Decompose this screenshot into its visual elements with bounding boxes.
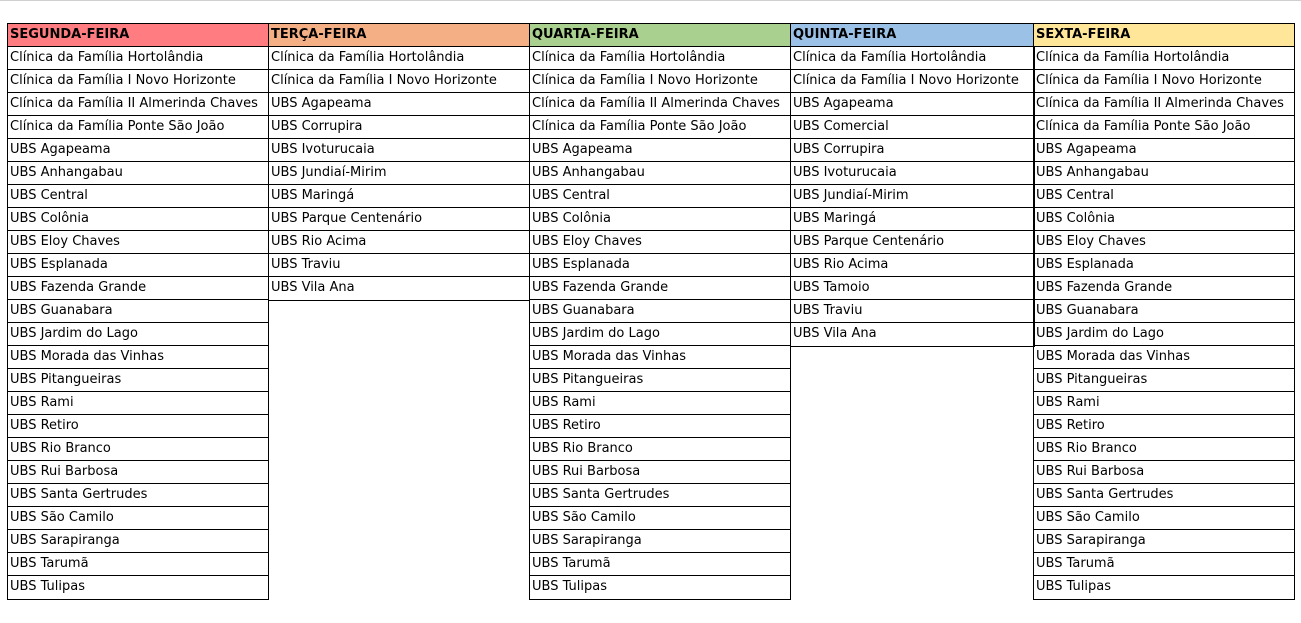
cell-text: UBS Jardim do Lago xyxy=(532,326,660,341)
column-segunda-feira xyxy=(7,23,269,600)
cell-text: UBS Jardim do Lago xyxy=(1036,326,1164,341)
cell-text: UBS Corrupira xyxy=(793,142,885,157)
cell-text: Clínica da Família I Novo Horizonte xyxy=(532,73,758,88)
cell-text: UBS Fazenda Grande xyxy=(532,280,669,295)
table-cell[interactable] xyxy=(1034,346,1294,369)
header-quarta-feira[interactable]: QUARTA-FEIRA xyxy=(530,24,790,47)
cell-text: Clínica da Família Hortolândia xyxy=(793,50,987,65)
table-cell[interactable] xyxy=(8,116,268,139)
cell-text: UBS Tamoio xyxy=(793,280,870,295)
cell-text: UBS Esplanada xyxy=(532,257,630,272)
cell-text: UBS Anhangabau xyxy=(532,165,645,180)
cell-text: UBS Retiro xyxy=(10,418,79,433)
cell-text: UBS Vila Ana xyxy=(793,326,877,341)
cell-text: UBS Rami xyxy=(10,395,74,410)
table-cell[interactable] xyxy=(8,300,268,323)
table-cell[interactable] xyxy=(8,185,268,208)
table-cell[interactable] xyxy=(530,553,790,576)
cell-text: UBS Anhangabau xyxy=(10,165,123,180)
header-sexta-feira[interactable]: SEXTA-FEIRA xyxy=(1034,24,1294,47)
table-cell[interactable] xyxy=(791,93,1034,116)
cell-text: UBS Central xyxy=(532,188,610,203)
table-cell[interactable] xyxy=(1034,93,1294,116)
table-cell[interactable] xyxy=(1034,438,1294,461)
table-cell[interactable] xyxy=(1034,116,1294,139)
table-cell[interactable] xyxy=(530,323,790,346)
table-cell[interactable] xyxy=(8,208,268,231)
cell-text: UBS Santa Gertrudes xyxy=(1036,487,1174,502)
table-cell[interactable] xyxy=(791,139,1034,162)
cell-text: UBS Morada das Vinhas xyxy=(1036,349,1190,364)
table-cell[interactable] xyxy=(530,93,790,116)
table-cell[interactable] xyxy=(1034,369,1294,392)
cell-text: UBS Jundiaí-Mirim xyxy=(793,188,909,203)
cell-text: UBS Fazenda Grande xyxy=(1036,280,1173,295)
table-cell[interactable] xyxy=(530,116,790,139)
cell-text: Clínica da Família II Almerinda Chaves xyxy=(10,96,258,111)
table-cell[interactable] xyxy=(530,392,790,415)
table-cell[interactable] xyxy=(1034,70,1294,93)
cell-text: UBS Corrupira xyxy=(271,119,363,134)
table-cell[interactable] xyxy=(530,415,790,438)
table-cell[interactable] xyxy=(1034,530,1294,553)
cell-text: UBS Colônia xyxy=(10,211,90,226)
cell-text: UBS Rio Branco xyxy=(1036,441,1137,456)
cell-text: Clínica da Família Hortolândia xyxy=(1036,50,1230,65)
table-cell[interactable] xyxy=(1034,139,1294,162)
cell-text: UBS Morada das Vinhas xyxy=(532,349,686,364)
cell-text: Clínica da Família I Novo Horizonte xyxy=(271,73,497,88)
cell-text: UBS Rami xyxy=(1036,395,1100,410)
table-cell[interactable] xyxy=(791,300,1034,323)
sheet-top-border xyxy=(0,0,1301,1)
cell-text: UBS Tarumã xyxy=(532,556,611,571)
table-cell[interactable] xyxy=(1034,185,1294,208)
table-cell[interactable] xyxy=(530,231,790,254)
cell-text: UBS Santa Gertrudes xyxy=(532,487,670,502)
table-cell[interactable] xyxy=(8,369,268,392)
table-cell[interactable] xyxy=(269,47,529,70)
cell-text: UBS Sarapiranga xyxy=(532,533,642,548)
cell-text: UBS Rui Barbosa xyxy=(1036,464,1145,479)
table-cell[interactable] xyxy=(8,346,268,369)
table-cell[interactable] xyxy=(530,162,790,185)
cell-text: UBS Fazenda Grande xyxy=(10,280,147,295)
table-cell[interactable] xyxy=(8,392,268,415)
cell-text: UBS Rio Acima xyxy=(793,257,889,272)
column-terca-feira xyxy=(268,23,530,301)
cell-text: UBS Colônia xyxy=(532,211,612,226)
cell-text: Clínica da Família II Almerinda Chaves xyxy=(532,96,780,111)
table-cell[interactable] xyxy=(1034,507,1294,530)
column-sexta-feira xyxy=(1033,23,1295,600)
table-cell[interactable] xyxy=(269,208,529,231)
cell-text: UBS São Camilo xyxy=(532,510,636,525)
table-cell[interactable] xyxy=(269,162,529,185)
cell-text: UBS Eloy Chaves xyxy=(1036,234,1146,249)
table-cell[interactable] xyxy=(791,323,1034,346)
cell-text: UBS Santa Gertrudes xyxy=(10,487,148,502)
cell-text: UBS Traviu xyxy=(793,303,863,318)
table-cell[interactable] xyxy=(530,507,790,530)
table-cell[interactable] xyxy=(530,369,790,392)
cell-text: UBS Central xyxy=(10,188,88,203)
cell-text: UBS Pitangueiras xyxy=(10,372,122,387)
table-cell[interactable] xyxy=(791,208,1034,231)
cell-text: UBS Ivoturucaia xyxy=(793,165,897,180)
cell-text: Clínica da Família Ponte São João xyxy=(10,119,225,134)
cell-text: UBS Central xyxy=(1036,188,1114,203)
table-cell[interactable] xyxy=(530,346,790,369)
table-cell[interactable] xyxy=(8,254,268,277)
cell-text: UBS Pitangueiras xyxy=(532,372,644,387)
table-cell[interactable] xyxy=(269,277,529,300)
table-cell[interactable] xyxy=(1034,553,1294,576)
table-cell[interactable] xyxy=(530,277,790,300)
cell-text: Clínica da Família Hortolândia xyxy=(271,50,465,65)
cell-text: UBS Guanabara xyxy=(532,303,635,318)
cell-text: Clínica da Família I Novo Horizonte xyxy=(10,73,236,88)
table-cell[interactable] xyxy=(269,231,529,254)
table-cell[interactable] xyxy=(8,484,268,507)
table-cell[interactable] xyxy=(8,93,268,116)
cell-text: UBS Agapeama xyxy=(793,96,894,111)
table-cell[interactable] xyxy=(530,576,790,599)
cell-text: UBS Eloy Chaves xyxy=(532,234,642,249)
table-cell[interactable] xyxy=(1034,277,1294,300)
cell-text: UBS Rio Branco xyxy=(10,441,111,456)
cell-text: UBS Maringá xyxy=(793,211,877,226)
cell-text: UBS Colônia xyxy=(1036,211,1116,226)
table-cell[interactable] xyxy=(8,415,268,438)
table-cell[interactable] xyxy=(791,231,1034,254)
header-segunda-feira[interactable]: SEGUNDA-FEIRA xyxy=(8,24,268,47)
cell-text: UBS Guanabara xyxy=(1036,303,1139,318)
cell-text: UBS Rio Acima xyxy=(271,234,367,249)
table-cell[interactable] xyxy=(8,576,268,599)
table-cell[interactable] xyxy=(1034,484,1294,507)
cell-text: UBS Esplanada xyxy=(1036,257,1134,272)
cell-text: Clínica da Família I Novo Horizonte xyxy=(793,73,1019,88)
cell-text: UBS Jundiaí-Mirim xyxy=(271,165,387,180)
cell-text: UBS Tulipas xyxy=(10,579,86,594)
table-cell[interactable] xyxy=(1034,162,1294,185)
cell-text: UBS Rio Branco xyxy=(532,441,633,456)
cell-text: UBS Anhangabau xyxy=(1036,165,1149,180)
table-cell[interactable] xyxy=(8,553,268,576)
cell-text: Clínica da Família II Almerinda Chaves xyxy=(1036,96,1284,111)
cell-text: UBS Agapeama xyxy=(532,142,633,157)
cell-text: UBS Tarumã xyxy=(10,556,89,571)
table-cell[interactable] xyxy=(269,254,529,277)
header-quinta-feira[interactable]: QUINTA-FEIRA xyxy=(791,24,1034,47)
cell-text: UBS Vila Ana xyxy=(271,280,355,295)
table-cell[interactable] xyxy=(8,461,268,484)
table-cell[interactable] xyxy=(1034,323,1294,346)
table-cell[interactable] xyxy=(8,507,268,530)
table-cell[interactable] xyxy=(530,438,790,461)
table-cell[interactable] xyxy=(530,70,790,93)
cell-text: UBS Jardim do Lago xyxy=(10,326,138,341)
table-cell[interactable] xyxy=(1034,392,1294,415)
cell-text: UBS Sarapiranga xyxy=(10,533,120,548)
cell-text: UBS Parque Centenário xyxy=(793,234,945,249)
table-cell[interactable] xyxy=(1034,208,1294,231)
cell-text: UBS Ivoturucaia xyxy=(271,142,375,157)
cell-text: UBS Sarapiranga xyxy=(1036,533,1146,548)
table-cell[interactable] xyxy=(530,47,790,70)
table-cell[interactable] xyxy=(1034,415,1294,438)
cell-text: UBS Agapeama xyxy=(10,142,111,157)
cell-text: UBS Pitangueiras xyxy=(1036,372,1148,387)
table-cell[interactable] xyxy=(8,162,268,185)
cell-text: UBS São Camilo xyxy=(1036,510,1140,525)
cell-text: UBS Parque Centenário xyxy=(271,211,423,226)
cell-text: UBS Tulipas xyxy=(532,579,608,594)
cell-text: UBS Rui Barbosa xyxy=(10,464,119,479)
cell-text: Clínica da Família Ponte São João xyxy=(1036,119,1251,134)
cell-text: UBS Rui Barbosa xyxy=(532,464,641,479)
table-cell[interactable] xyxy=(1034,254,1294,277)
table-cell[interactable] xyxy=(530,484,790,507)
table-cell[interactable] xyxy=(791,116,1034,139)
table-cell[interactable] xyxy=(791,162,1034,185)
table-cell[interactable] xyxy=(791,47,1034,70)
table-cell[interactable] xyxy=(530,185,790,208)
table-cell[interactable] xyxy=(269,70,529,93)
table-cell[interactable] xyxy=(269,185,529,208)
table-cell[interactable] xyxy=(8,70,268,93)
cell-text: Clínica da Família Ponte São João xyxy=(532,119,747,134)
table-cell[interactable] xyxy=(8,231,268,254)
table-cell[interactable] xyxy=(1034,231,1294,254)
table-cell[interactable] xyxy=(530,254,790,277)
cell-text: UBS Tarumã xyxy=(1036,556,1115,571)
table-cell[interactable] xyxy=(791,70,1034,93)
cell-text: UBS Tulipas xyxy=(1036,579,1112,594)
cell-text: UBS Agapeama xyxy=(1036,142,1137,157)
table-cell[interactable] xyxy=(8,277,268,300)
table-cell[interactable] xyxy=(269,93,529,116)
cell-text: UBS Retiro xyxy=(532,418,601,433)
table-cell[interactable] xyxy=(791,185,1034,208)
cell-text: UBS Agapeama xyxy=(271,96,372,111)
cell-text: Clínica da Família Hortolândia xyxy=(10,50,204,65)
column-quarta-feira xyxy=(529,23,791,600)
table-cell[interactable] xyxy=(791,254,1034,277)
table-cell[interactable] xyxy=(530,530,790,553)
column-quinta-feira xyxy=(790,23,1035,347)
table-cell[interactable] xyxy=(1034,461,1294,484)
cell-text: UBS Retiro xyxy=(1036,418,1105,433)
cell-text: UBS Comercial xyxy=(793,119,889,134)
table-cell[interactable] xyxy=(8,530,268,553)
table-cell[interactable] xyxy=(791,277,1034,300)
table-cell[interactable] xyxy=(530,139,790,162)
header-terca-feira[interactable]: TERÇA-FEIRA xyxy=(269,24,529,47)
cell-text: UBS Traviu xyxy=(271,257,341,272)
cell-text: UBS Maringá xyxy=(271,188,355,203)
table-cell[interactable] xyxy=(530,300,790,323)
cell-text: UBS Eloy Chaves xyxy=(10,234,120,249)
table-cell[interactable] xyxy=(1034,300,1294,323)
table-cell[interactable] xyxy=(269,139,529,162)
table-cell[interactable] xyxy=(8,139,268,162)
table-cell[interactable] xyxy=(530,461,790,484)
cell-text: UBS Esplanada xyxy=(10,257,108,272)
cell-text: UBS Guanabara xyxy=(10,303,113,318)
table-cell[interactable] xyxy=(8,47,268,70)
cell-text: Clínica da Família I Novo Horizonte xyxy=(1036,73,1262,88)
table-cell[interactable] xyxy=(1034,576,1294,599)
cell-text: UBS Rami xyxy=(532,395,596,410)
table-cell[interactable] xyxy=(269,116,529,139)
cell-text: UBS São Camilo xyxy=(10,510,114,525)
table-cell[interactable] xyxy=(1034,47,1294,70)
cell-text: Clínica da Família Hortolândia xyxy=(532,50,726,65)
table-cell[interactable] xyxy=(8,438,268,461)
table-cell[interactable] xyxy=(530,208,790,231)
cell-text: UBS Morada das Vinhas xyxy=(10,349,164,364)
table-cell[interactable] xyxy=(8,323,268,346)
